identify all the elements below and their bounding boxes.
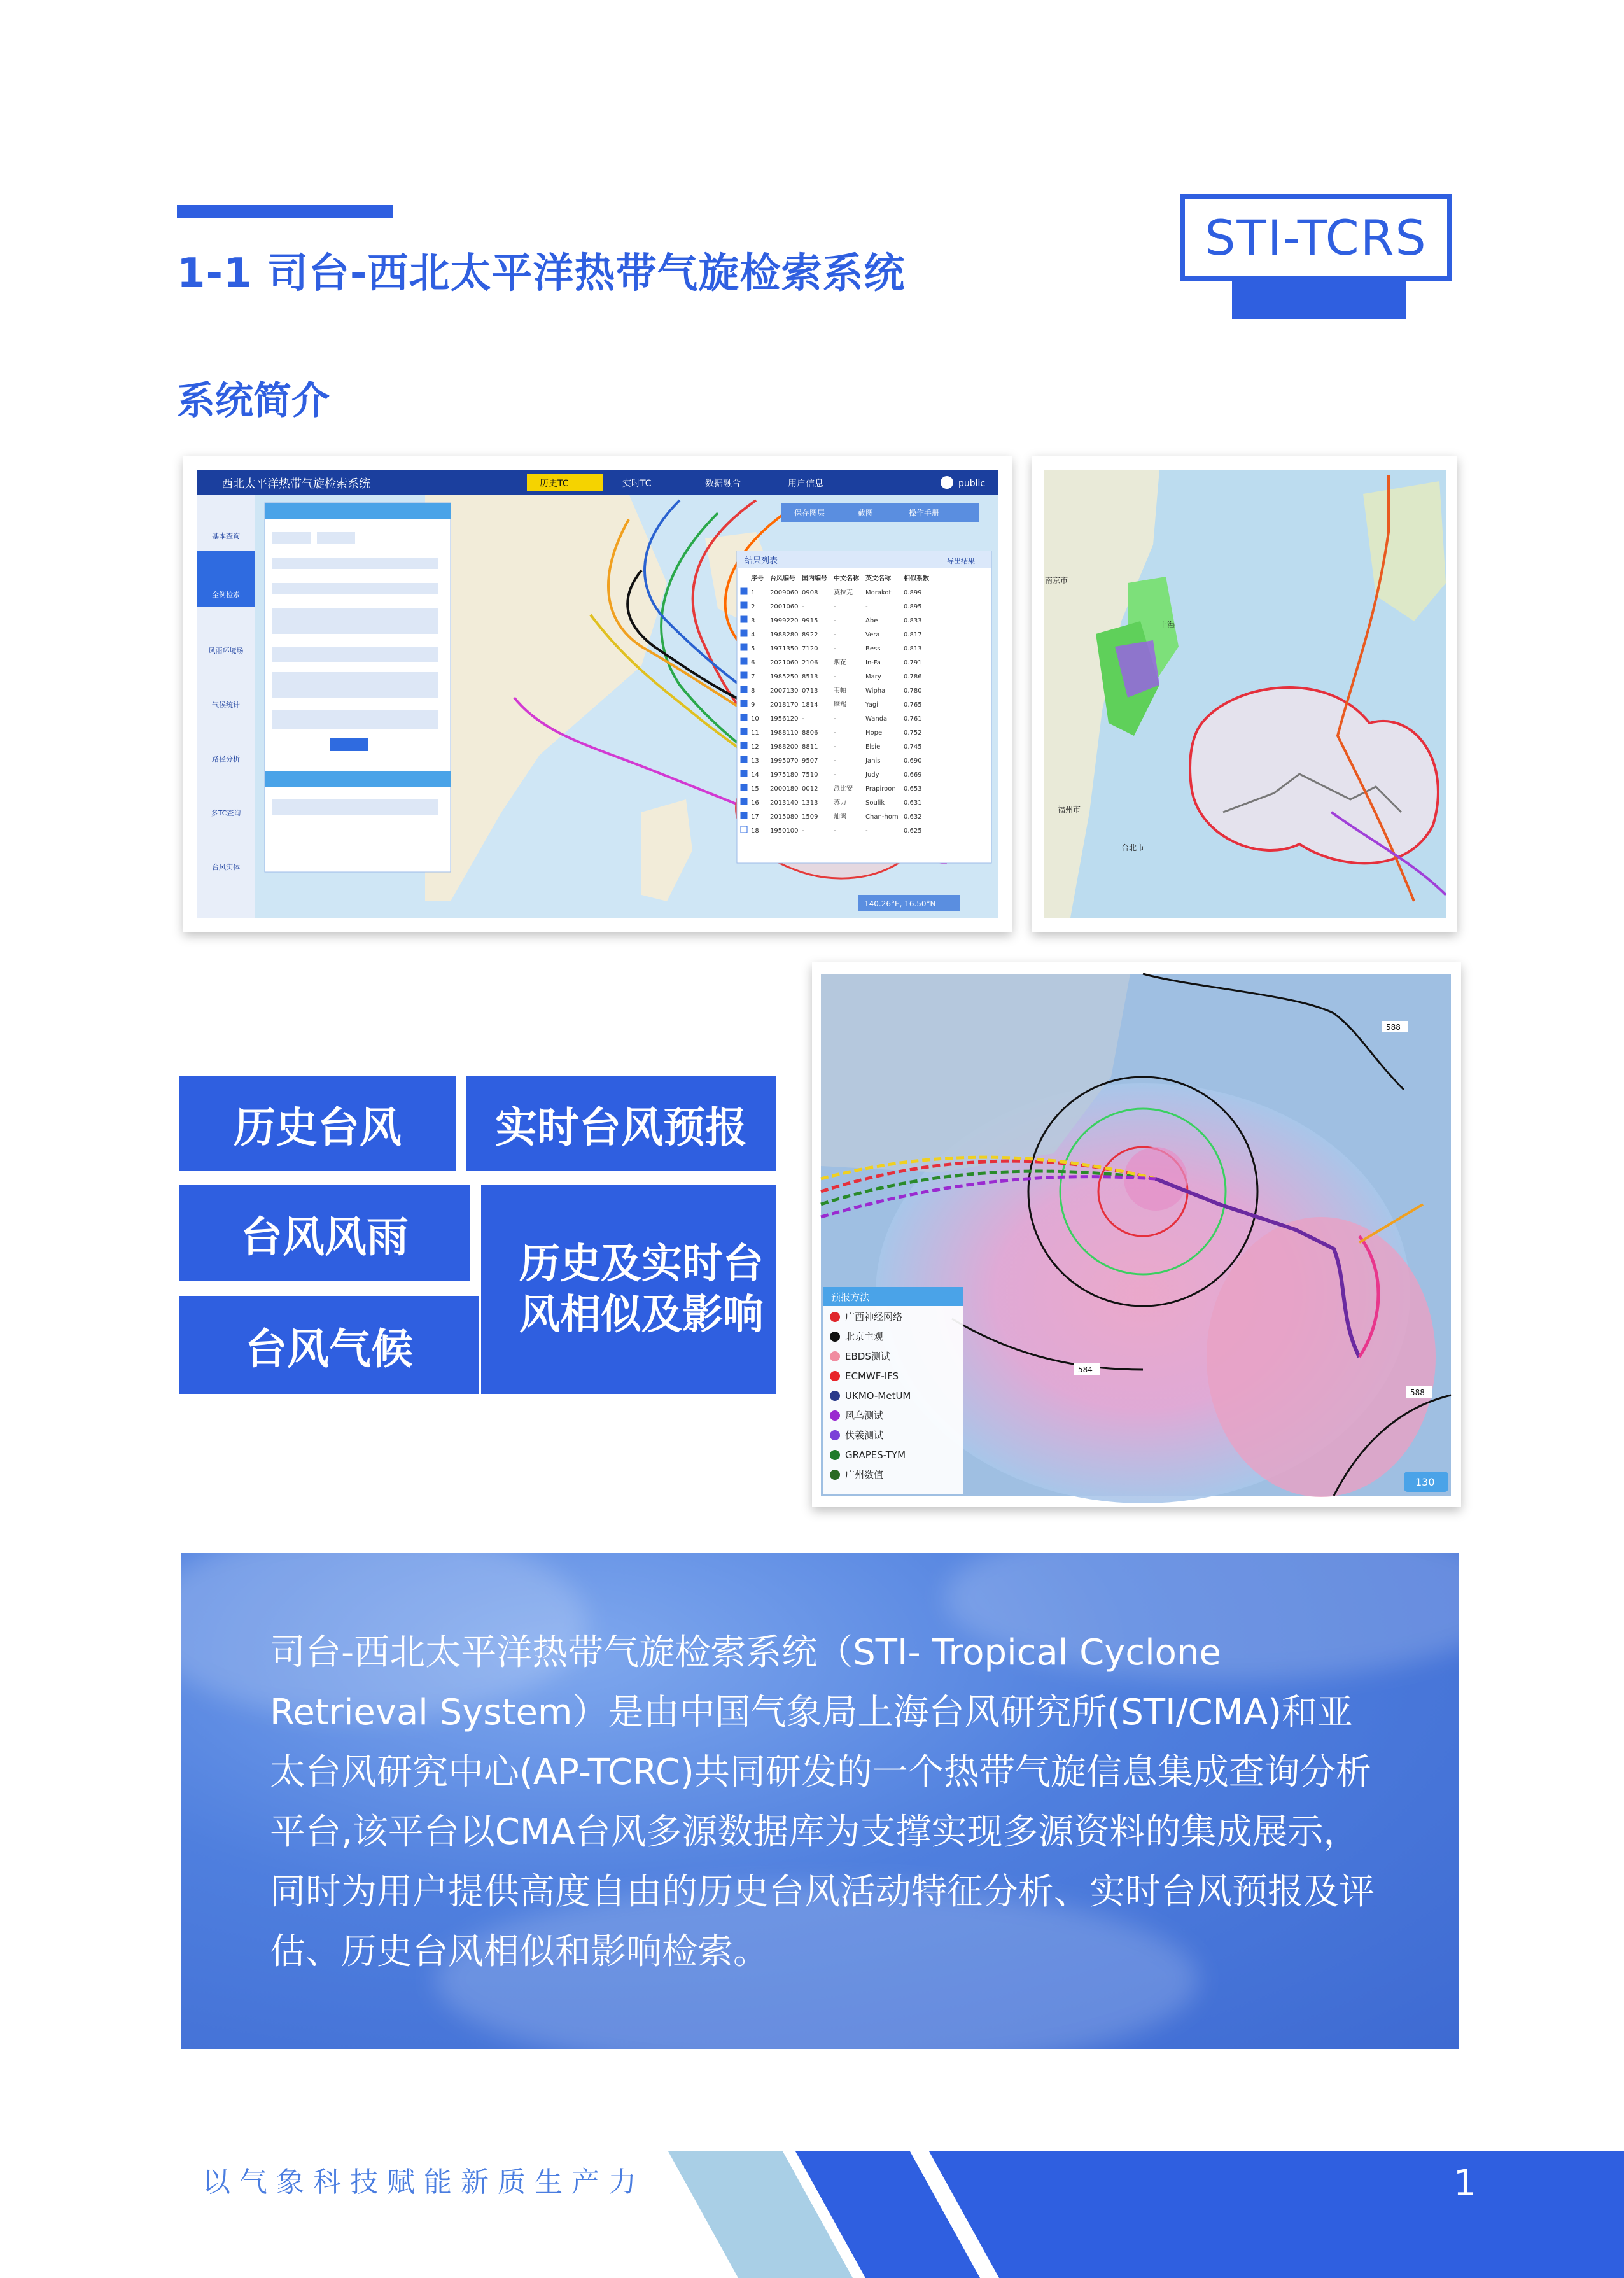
logo-badge-tab	[1232, 281, 1406, 319]
table-cell: 7120	[802, 645, 818, 652]
table-cell: 8	[751, 687, 755, 694]
table-header-cell: 序号	[751, 575, 764, 582]
legend-label: EBDS测试	[845, 1351, 890, 1362]
legend-label: 广州数值	[845, 1469, 884, 1480]
table-cell: -	[834, 743, 836, 750]
table-cell: 2000180	[770, 785, 799, 792]
table-cell: 0.631	[904, 799, 922, 806]
title-accent-bar	[177, 205, 393, 218]
table-cell: 14	[751, 771, 759, 778]
table-cell: -	[834, 603, 836, 610]
feature-wind-rain: 台风风雨	[179, 1185, 470, 1281]
row-checkbox[interactable]	[741, 714, 747, 721]
legend-label: UKMO-MetUM	[845, 1390, 911, 1402]
table-cell: 1	[751, 589, 755, 596]
table-cell: 8811	[802, 743, 818, 750]
table-cell: 0.765	[904, 701, 922, 708]
legend-label: ECMWF-IFS	[845, 1370, 899, 1382]
row-checkbox[interactable]	[741, 770, 747, 777]
table-cell: 17	[751, 813, 759, 820]
table-cell: 0.813	[904, 645, 922, 652]
table-cell: -	[865, 603, 868, 610]
row-checkbox[interactable]	[741, 616, 747, 622]
table-cell: 2021060	[770, 659, 799, 666]
legend-swatch	[830, 1371, 840, 1381]
table-cell: -	[834, 715, 836, 722]
table-cell: -	[802, 827, 804, 834]
sidebar-item-full-search[interactable]: 全例检索	[212, 591, 240, 599]
table-cell: 9507	[802, 757, 818, 764]
table-header-cell: 相似系数	[904, 575, 929, 582]
table-cell: Judy	[865, 771, 879, 778]
table-cell: Vera	[865, 631, 880, 638]
feature-climate: 台风气候	[179, 1296, 479, 1394]
save-layer-button[interactable]: 保存图层	[794, 509, 825, 517]
city-label-nanjing: 南京市	[1045, 576, 1068, 585]
table-cell: 0.791	[904, 659, 922, 666]
row-checkbox[interactable]	[741, 602, 747, 608]
table-cell: Chan-hom	[865, 813, 899, 820]
row-checkbox[interactable]	[741, 728, 747, 735]
table-cell: 6	[751, 659, 755, 666]
row-checkbox[interactable]	[741, 812, 747, 819]
screenshot-track-map	[1032, 456, 1457, 932]
nav-tab-fusion[interactable]: 数据融合	[705, 479, 741, 489]
table-cell: 苏力	[834, 799, 846, 806]
table-cell: -	[834, 729, 836, 736]
nav-tab-history[interactable]: 历史TC	[540, 479, 569, 489]
result-panel-title: 结果列表	[745, 556, 778, 566]
table-cell: Soulik	[865, 799, 885, 806]
legend-swatch	[830, 1430, 840, 1440]
nav-tab-user[interactable]: 用户信息	[788, 479, 823, 489]
city-label-taipei: 台北市	[1121, 843, 1145, 852]
legend-swatch	[830, 1470, 840, 1480]
user-avatar[interactable]	[941, 476, 953, 489]
feature-similarity-impact: 历史及实时台风相似及影响	[481, 1185, 776, 1394]
table-cell: 11	[751, 729, 759, 736]
legend-swatch	[830, 1332, 840, 1342]
table-cell: 0.752	[904, 729, 922, 736]
table-cell: -	[834, 827, 836, 834]
table-cell: 0713	[802, 687, 818, 694]
table-cell: Wanda	[865, 715, 888, 722]
feature-history-typhoon: 历史台风	[179, 1076, 456, 1171]
table-cell: 0.745	[904, 743, 922, 750]
section-title: 系统简介	[177, 379, 330, 423]
table-cell: -	[834, 673, 836, 680]
legend-swatch	[830, 1450, 840, 1460]
table-cell: Elsie	[865, 743, 881, 750]
table-cell: 韦帕	[834, 687, 846, 694]
table-cell: 派比安	[834, 785, 853, 792]
table-cell: 5	[751, 645, 755, 652]
table-cell: 2015080	[770, 813, 799, 820]
table-cell: 2018170	[770, 701, 799, 708]
table-cell: -	[865, 827, 868, 834]
search-button[interactable]	[330, 738, 368, 751]
table-cell: -	[802, 715, 804, 722]
track-map-illustration	[1032, 456, 1457, 932]
footer-slogan: 以气象科技赋能新质生产力	[202, 2166, 645, 2198]
page-number: 1	[1453, 2163, 1476, 2204]
legend-swatch	[830, 1410, 840, 1421]
table-cell: 2009060	[770, 589, 799, 596]
table-cell: -	[834, 771, 836, 778]
row-checkbox[interactable]	[741, 700, 747, 707]
table-cell: 0.817	[904, 631, 922, 638]
table-cell: 0908	[802, 589, 818, 596]
table-header-cell: 英文名称	[865, 575, 891, 582]
table-cell: 灿鸿	[834, 813, 846, 820]
table-cell: 0012	[802, 785, 818, 792]
user-name: public	[958, 479, 986, 489]
legend-swatch	[830, 1391, 840, 1401]
table-cell: -	[834, 645, 836, 652]
table-cell: 0.786	[904, 673, 922, 680]
table-cell: 13	[751, 757, 759, 764]
table-cell: 7510	[802, 771, 818, 778]
table-cell: -	[834, 617, 836, 624]
table-cell: 摩羯	[834, 701, 846, 708]
table-cell: 2001060	[770, 603, 799, 610]
table-cell: 1988280	[770, 631, 799, 638]
contour-label-middle: 584	[1078, 1365, 1093, 1374]
table-cell: Prapiroon	[865, 785, 896, 792]
table-cell: 0.899	[904, 589, 922, 596]
row-checkbox[interactable]	[741, 784, 747, 791]
legend-title: 预报方法	[831, 1291, 870, 1303]
table-cell: 1956120	[770, 715, 799, 722]
table-cell: 3	[751, 617, 755, 624]
table-cell: 18	[751, 827, 759, 834]
logo-badge: STI-TCRS	[1180, 194, 1452, 281]
table-cell: In-Fa	[865, 659, 881, 666]
table-cell: 9915	[802, 617, 818, 624]
contour-label-right: 588	[1410, 1388, 1425, 1397]
table-cell: Yagi	[865, 701, 878, 708]
contour-label-top: 588	[1386, 1023, 1401, 1032]
table-cell: 1988110	[770, 729, 799, 736]
table-cell: Mary	[865, 673, 881, 680]
table-cell: 0.895	[904, 603, 922, 610]
table-cell: Abe	[865, 617, 878, 624]
table-cell: 1985250	[770, 673, 799, 680]
export-button[interactable]: 导出结果	[947, 557, 975, 565]
sidebar-item-basic-query[interactable]: 基本查询	[212, 532, 240, 540]
coordinate-readout: 140.26°E, 16.50°N	[864, 899, 936, 908]
table-cell: 12	[751, 743, 759, 750]
table-header-cell: 中文名称	[834, 575, 859, 582]
table-cell: Morakot	[865, 589, 892, 596]
row-checkbox[interactable]	[741, 630, 747, 636]
table-cell: 8922	[802, 631, 818, 638]
table-cell: 0.690	[904, 757, 922, 764]
table-cell: 9	[751, 701, 755, 708]
table-cell: 4	[751, 631, 755, 638]
legend-swatch	[830, 1312, 840, 1322]
table-cell: 0.625	[904, 827, 922, 834]
screenshot-forecast-map	[812, 962, 1461, 1507]
row-checkbox[interactable]	[741, 826, 747, 833]
table-cell: 2007130	[770, 687, 799, 694]
table-cell: 1988200	[770, 743, 799, 750]
table-cell: 1814	[802, 701, 818, 708]
feature-realtime-forecast: 实时台风预报	[466, 1076, 776, 1171]
table-cell: 1995070	[770, 757, 799, 764]
table-cell: 16	[751, 799, 759, 806]
table-cell: Bess	[865, 645, 881, 652]
legend-label: 风乌测试	[845, 1410, 884, 1421]
legend-label: GRAPES-TYM	[845, 1449, 906, 1461]
row-checkbox[interactable]	[741, 644, 747, 650]
table-cell: Janis	[865, 757, 881, 764]
table-cell: 0.669	[904, 771, 922, 778]
sidebar-item-path[interactable]: 路径分析	[212, 755, 240, 763]
screenshot-button[interactable]: 截图	[858, 509, 874, 517]
legend-label: 伏羲测试	[845, 1430, 884, 1441]
table-cell: 8806	[802, 729, 818, 736]
row-checkbox[interactable]	[741, 798, 747, 805]
table-cell: 1509	[802, 813, 818, 820]
forecast-map-illustration	[812, 962, 1461, 1507]
table-cell: 0.761	[904, 715, 922, 722]
map-readout: 130	[1415, 1476, 1435, 1488]
table-cell: 0.833	[904, 617, 922, 624]
page-title: 1-1 司台-西北太平洋热带气旋检索系统	[177, 250, 906, 297]
table-cell: 2013140	[770, 799, 799, 806]
legend-label: 北京主观	[845, 1331, 884, 1342]
row-checkbox[interactable]	[741, 672, 747, 678]
table-cell: 15	[751, 785, 759, 792]
table-cell: 1313	[802, 799, 818, 806]
table-cell: 烟花	[834, 659, 846, 666]
description-text: 司台-西北太平洋热带气旋检索系统（STI- Tropical Cyclone Retrieval System）是由中国气象局上海台风研究所(STI/CMA)和亚太台风研究中心(AP-TCRC)共同研发的一个热带气旋信息集成查询分析平台,该平台以CMA台风多源数据库为支撑实现多源资料的集成展示，同时为用户提供高度自由的历史台风活动特征分析、实时台风预报及评估、历史台风相似和影响检索。	[270, 1632, 1375, 1972]
row-checkbox[interactable]	[741, 588, 747, 594]
table-cell: Hope	[865, 729, 883, 736]
nav-tab-realtime[interactable]: 实时TC	[622, 479, 652, 489]
table-cell: 1975180	[770, 771, 799, 778]
table-cell: Wipha	[865, 687, 886, 694]
sidebar-item-entity[interactable]: 台风实体	[212, 863, 240, 871]
table-cell: 7	[751, 673, 755, 680]
row-checkbox[interactable]	[741, 658, 747, 664]
app-title: 西北太平洋热带气旋检索系统	[221, 477, 370, 491]
row-checkbox[interactable]	[741, 686, 747, 693]
row-checkbox[interactable]	[741, 742, 747, 749]
description-panel	[181, 1553, 1459, 2049]
table-header-cell: 台风编号	[770, 575, 795, 582]
manual-button[interactable]: 操作手册	[909, 509, 940, 517]
table-cell: 10	[751, 715, 759, 722]
sidebar-item-multi-tc[interactable]: 多TC查询	[211, 809, 241, 817]
table-cell: -	[802, 603, 804, 610]
table-cell: 8513	[802, 673, 818, 680]
table-cell: 2106	[802, 659, 818, 666]
table-cell: -	[834, 631, 836, 638]
table-header-cell: 国内编号	[802, 575, 827, 582]
table-cell: 1999220	[770, 617, 799, 624]
table-cell: 0.632	[904, 813, 922, 820]
legend-label: 广西神经网络	[845, 1311, 903, 1323]
screenshot-system-ui	[183, 456, 1012, 932]
city-label-fuzhou: 福州市	[1058, 805, 1081, 814]
table-cell: 0.780	[904, 687, 922, 694]
sidebar-item-wind-rain[interactable]: 风雨环境场	[208, 647, 244, 655]
table-cell: 1950100	[770, 827, 799, 834]
table-cell: 1971350	[770, 645, 799, 652]
table-cell: 2	[751, 603, 755, 610]
row-checkbox[interactable]	[741, 756, 747, 763]
system-ui-illustration	[183, 456, 1012, 932]
table-cell: -	[834, 757, 836, 764]
legend-swatch	[830, 1351, 840, 1361]
table-cell: 0.653	[904, 785, 922, 792]
table-cell: 莫拉克	[834, 589, 853, 596]
sidebar-item-climate[interactable]: 气候统计	[212, 701, 240, 709]
city-label-shanghai: 上海	[1159, 621, 1175, 629]
